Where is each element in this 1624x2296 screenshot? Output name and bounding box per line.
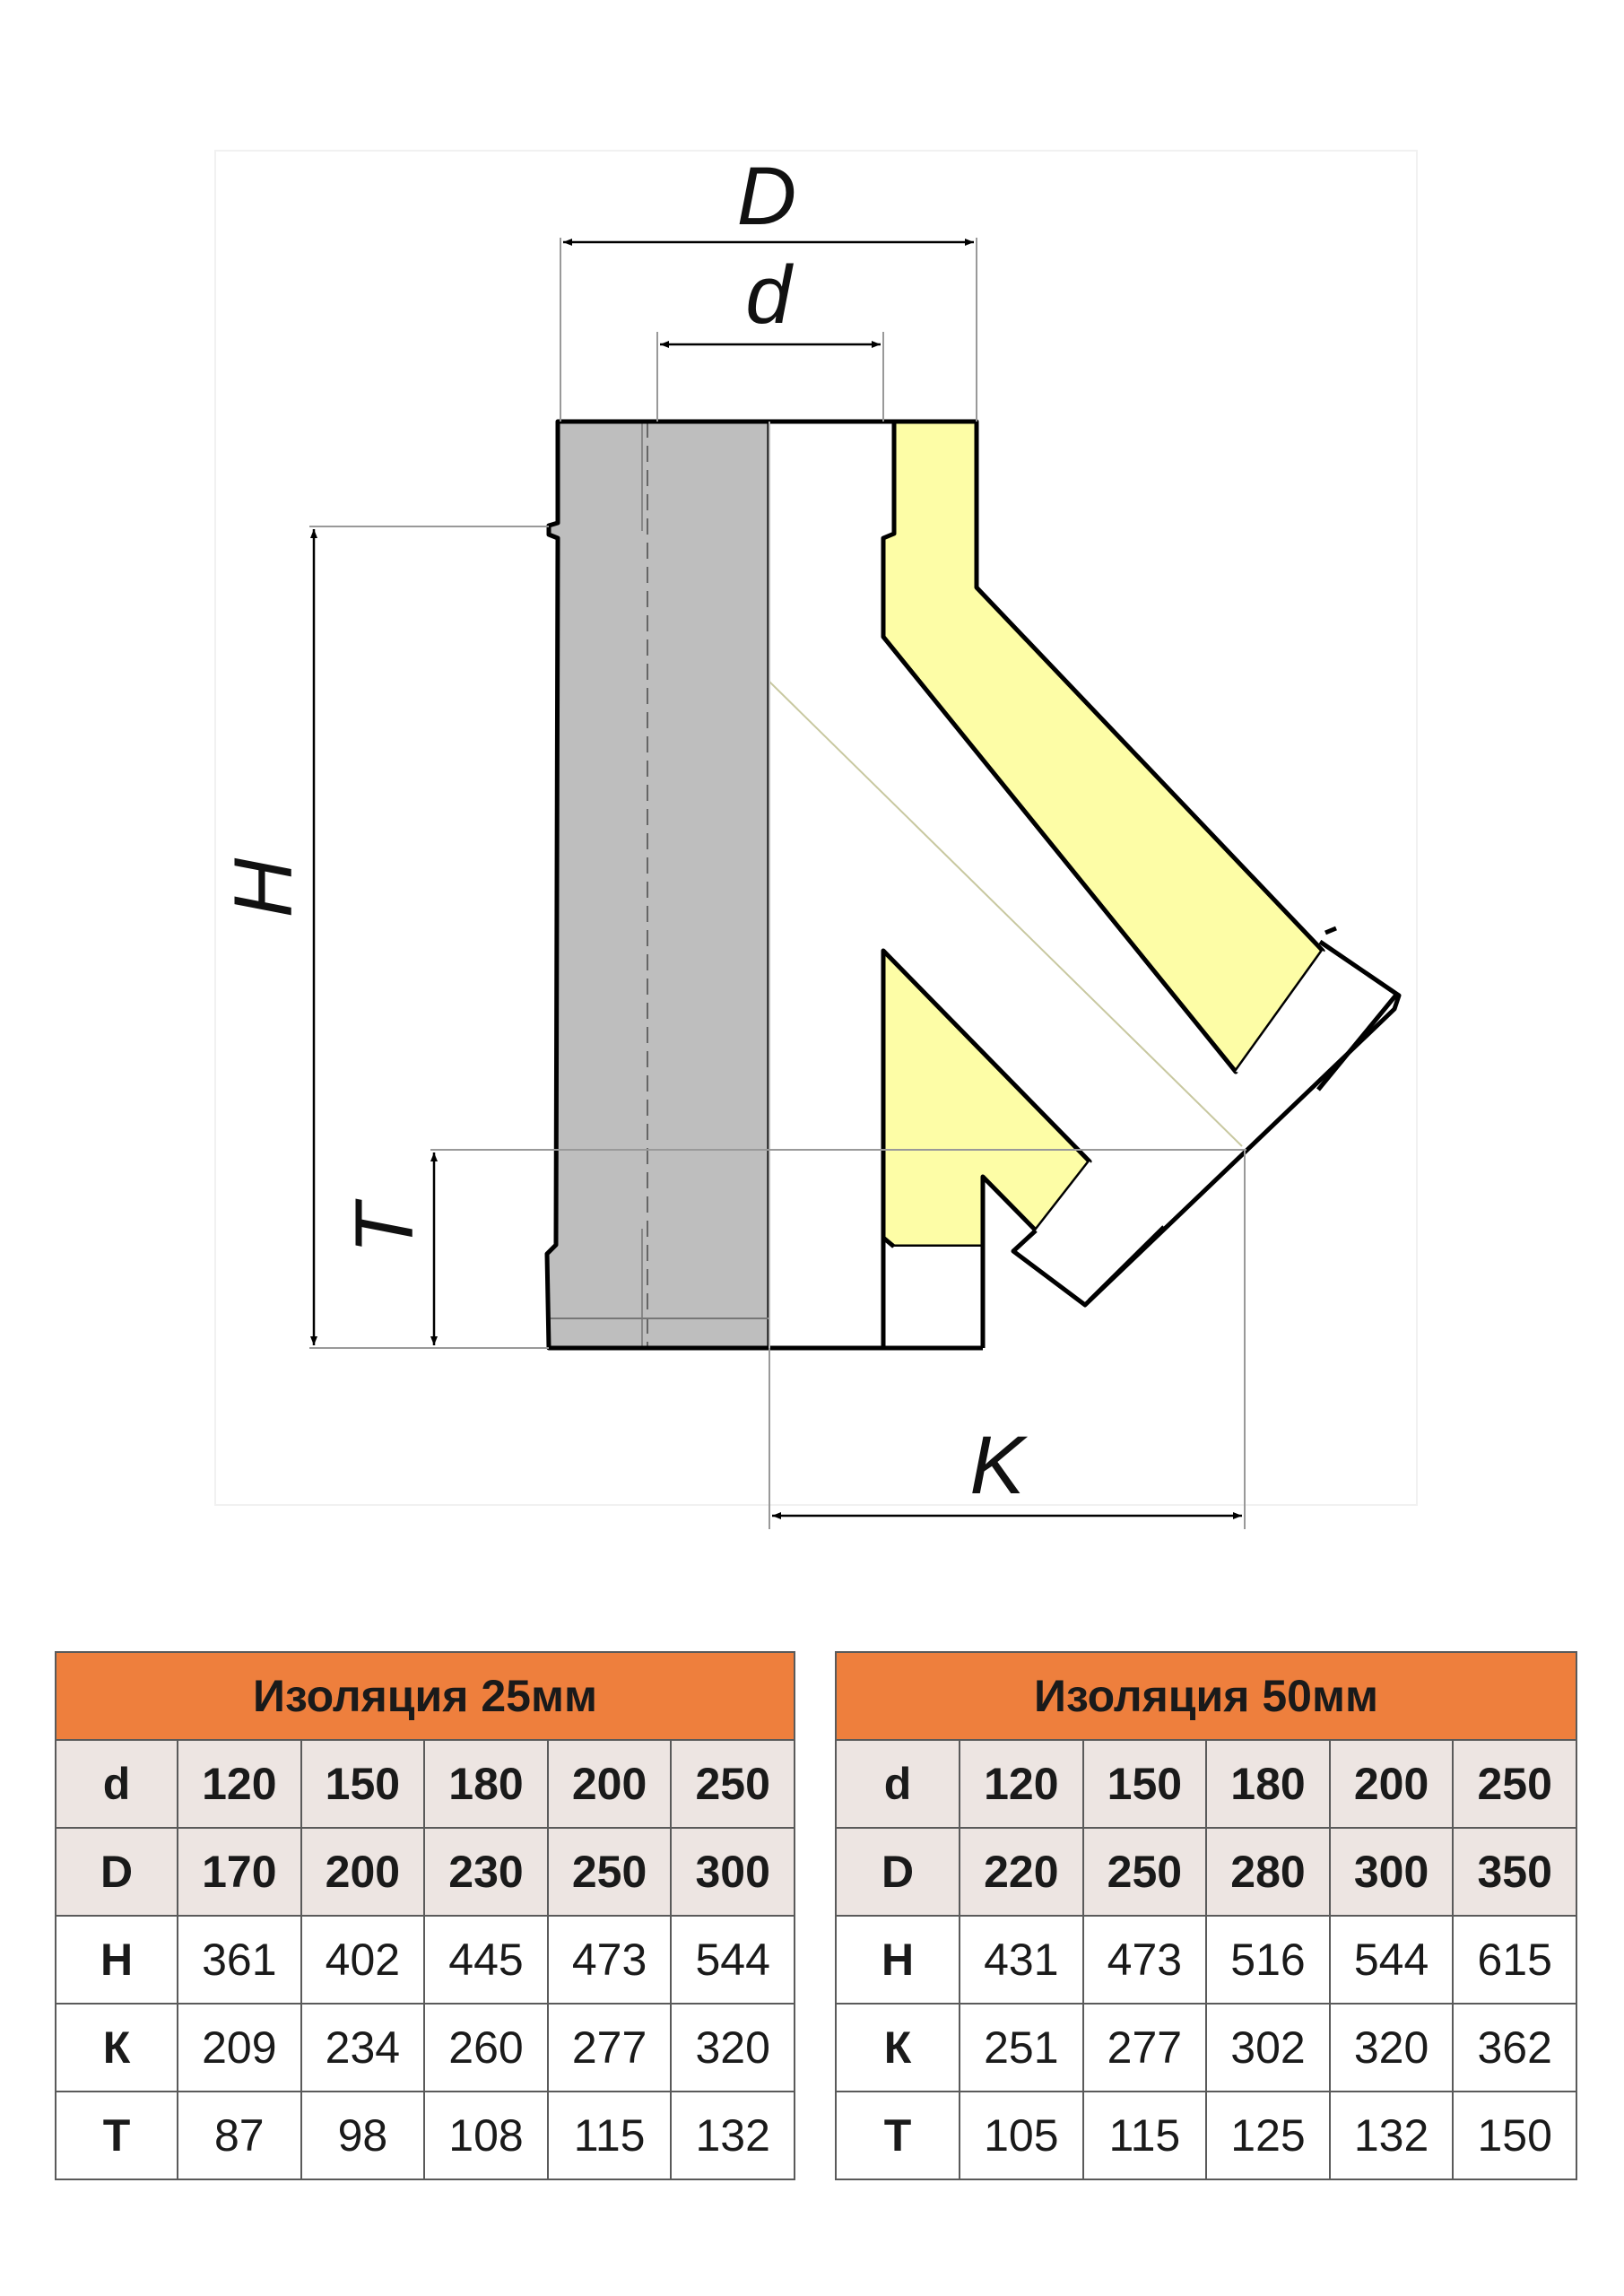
table-cell: 320 <box>671 2004 795 2092</box>
table-cell: 251 <box>960 2004 1083 2092</box>
row-key: H <box>836 1916 960 2004</box>
table-cell: 402 <box>301 1916 425 2004</box>
table-cell: 361 <box>178 1916 301 2004</box>
row-key: К <box>836 2004 960 2092</box>
table-cell: 250 <box>1453 1740 1576 1828</box>
table-row-K <box>56 2004 795 2092</box>
table-cell: 615 <box>1453 1916 1576 2004</box>
table-row-T <box>836 2092 1576 2179</box>
row-key: H <box>56 1916 178 2004</box>
table-cell: 150 <box>1453 2092 1576 2179</box>
table-row-d <box>836 1740 1576 1828</box>
table-cell: 516 <box>1206 1916 1330 2004</box>
table-cell: 302 <box>1206 2004 1330 2092</box>
table-cell: 132 <box>1330 2092 1454 2179</box>
dim-H-label: H <box>218 857 309 918</box>
row-key: К <box>56 2004 178 2092</box>
table-cell: 350 <box>1453 1828 1576 1916</box>
table-cell: 362 <box>1453 2004 1576 2092</box>
table-row-H <box>56 1916 795 2004</box>
table-cell: 230 <box>424 1828 548 1916</box>
table-cell: 180 <box>1206 1740 1330 1828</box>
table-cell: 132 <box>671 2092 795 2179</box>
row-key: D <box>836 1828 960 1916</box>
table-cell: 170 <box>178 1828 301 1916</box>
dim-K-label: K <box>969 1420 1025 1511</box>
table-cell: 277 <box>1083 2004 1207 2092</box>
table-cell: 108 <box>424 2092 548 2179</box>
outer-shell-section <box>547 422 769 1348</box>
table-cell: 544 <box>1330 1916 1454 2004</box>
table-row-K <box>836 2004 1576 2092</box>
table-cell: 150 <box>301 1740 425 1828</box>
spec-table-50mm <box>835 1651 1577 2180</box>
bottom-sleeve <box>883 1247 983 1348</box>
table-cell: 200 <box>548 1740 672 1828</box>
table-cell: 220 <box>960 1828 1083 1916</box>
table-row-D <box>56 1828 795 1916</box>
table-cell: 431 <box>960 1916 1083 2004</box>
table-cell: 473 <box>548 1916 672 2004</box>
table-cell: 250 <box>671 1740 795 1828</box>
table-title: Изоляция 25мм <box>56 1652 795 1740</box>
table-cell: 125 <box>1206 2092 1330 2179</box>
table-cell: 200 <box>1330 1740 1454 1828</box>
table-row-T <box>56 2092 795 2179</box>
table-cell: 544 <box>671 1916 795 2004</box>
table-cell: 120 <box>178 1740 301 1828</box>
table-cell: 250 <box>1083 1828 1207 1916</box>
table-title: Изоляция 50мм <box>836 1652 1576 1740</box>
table-cell: 105 <box>960 2092 1083 2179</box>
spec-table-25mm <box>55 1651 795 2180</box>
table-row-d <box>56 1740 795 1828</box>
table-cell: 115 <box>548 2092 672 2179</box>
table-cell: 180 <box>424 1740 548 1828</box>
table-cell: 87 <box>178 2092 301 2179</box>
row-key: d <box>836 1740 960 1828</box>
table-cell: 445 <box>424 1916 548 2004</box>
table-cell: 250 <box>548 1828 672 1916</box>
table-cell: 200 <box>301 1828 425 1916</box>
table-cell: 300 <box>1330 1828 1454 1916</box>
table-cell: 120 <box>960 1740 1083 1828</box>
table-cell: 280 <box>1206 1828 1330 1916</box>
dim-D-label: D <box>736 151 797 242</box>
table-cell: 234 <box>301 2004 425 2092</box>
table-row-H <box>836 1916 1576 2004</box>
table-cell: 98 <box>301 2092 425 2179</box>
table-row-D <box>836 1828 1576 1916</box>
table-cell: 277 <box>548 2004 672 2092</box>
table-cell: 320 <box>1330 2004 1454 2092</box>
table-cell: 473 <box>1083 1916 1207 2004</box>
table-cell: 115 <box>1083 2092 1207 2179</box>
table-cell: 209 <box>178 2004 301 2092</box>
row-key: Т <box>56 2092 178 2179</box>
row-key: Т <box>836 2092 960 2179</box>
row-key: d <box>56 1740 178 1828</box>
dim-d-label: d <box>745 249 792 341</box>
dim-T-label: T <box>339 1203 430 1255</box>
table-cell: 260 <box>424 2004 548 2092</box>
table-cell: 300 <box>671 1828 795 1916</box>
row-key: D <box>56 1828 178 1916</box>
table-cell: 150 <box>1083 1740 1207 1828</box>
